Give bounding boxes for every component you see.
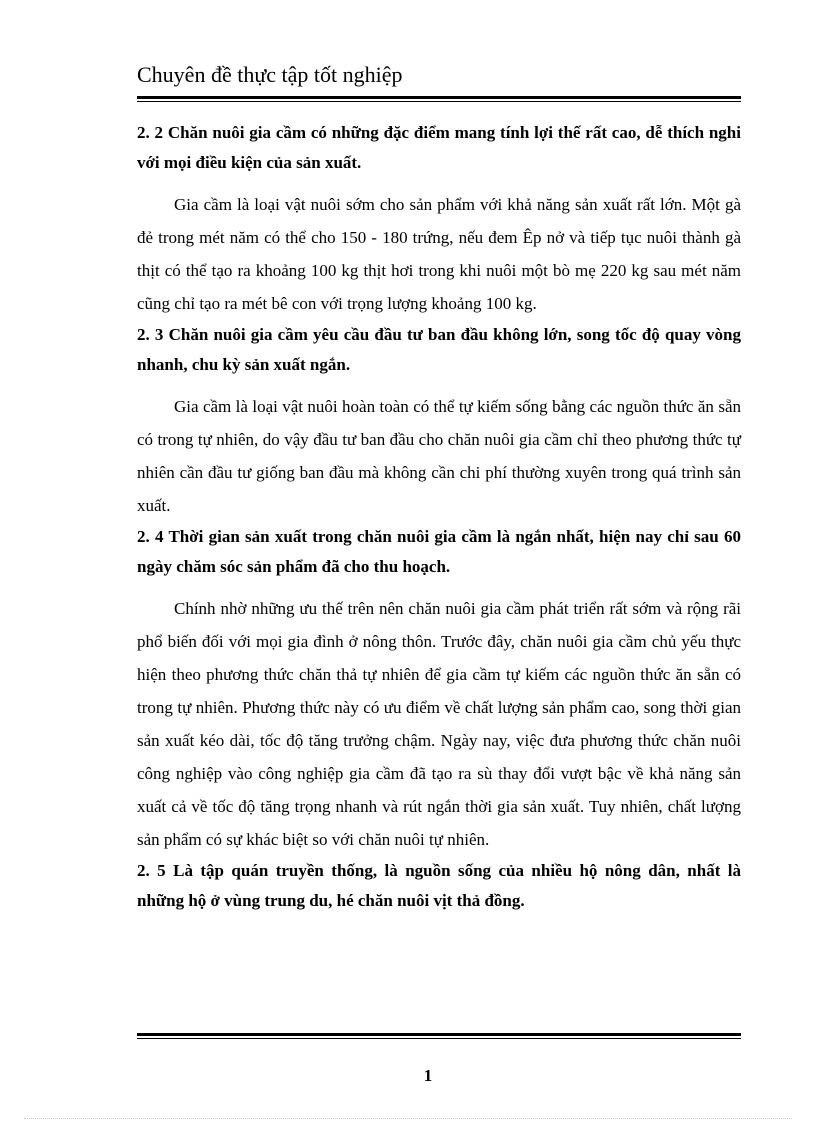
page-boundary <box>24 1118 792 1119</box>
page-number: 1 <box>423 1066 433 1085</box>
section-heading-2-5: 2. 5 Là tập quán truyền thống, là nguồn sống của nhiều hộ nông dân, nhất là những hộ ở vùng trung du, hé chăn nuôi vịt thả đồng. <box>137 861 741 910</box>
section-heading-2-4: 2. 4 Thời gian sản xuất trong chăn nuôi gia cầm là ngắn nhất, hiện nay chỉ sau 60 ngày chăm sóc sản phẩm đã cho thu hoạch. <box>137 527 741 576</box>
document-body <box>137 118 741 926</box>
section-heading-2-2: 2. 2 Chăn nuôi gia cầm có những đặc điểm mang tính lợi thế rất cao, dễ thích nghi với mọi điều kiện của sản xuất. <box>137 123 741 172</box>
footer-divider <box>137 1033 741 1039</box>
section-body-2-2: Gia cầm là loại vật nuôi sớm cho sản phẩm với khả năng sản xuất rất lớn. Một gà đẻ trong mét năm có thể cho 150 - 180 trứng, nếu đem Êp nở và tiếp tục nuôi thành gà thịt có thể tạo ra khoảng 100 kg thịt hơi trong khi nuôi một bò mẹ 220 kg sau mét năm cũng chỉ tạo ra mét bê con với trọng lượng khoảng 100 kg. <box>137 195 741 313</box>
section-heading-2-3: 2. 3 Chăn nuôi gia cầm yêu cầu đầu tư ban đầu không lớn, song tốc độ quay vòng nhanh, chu kỳ sản xuất ngắn. <box>137 325 741 374</box>
section-body-2-3: Gia cầm là loại vật nuôi hoàn toàn có thể tự kiếm sống bằng các nguồn thức ăn sẵn có trong tự nhiên, do vậy đầu tư ban đầu cho chăn nuôi gia cầm chỉ theo phương thức tự nhiên cần đầu tư giống ban đầu mà không cần chi phí thường xuyên trong quá trình sản xuất. <box>137 397 741 515</box>
section-body-2-4: Chính nhờ những ưu thế trên nên chăn nuôi gia cầm phát triển rất sớm và rộng rãi phổ biến đối với mọi gia đình ở nông thôn. Trước đây, chăn nuôi gia cầm chủ yếu thực hiện theo phương thức chăn thả tự nhiên để gia cầm tự kiếm các nguồn thức ăn sẵn có trong tự nhiên. Phương thức này có ưu điểm về chất lượng sản phẩm cao, song thời gian sản xuất kéo dài, tốc độ tăng trưởng chậm. Ngày nay, việc đưa phương thức chăn nuôi công nghiệp vào công nghiệp gia cầm đã tạo ra sù thay đổi vượt bậc về khả năng sản xuất cả về tốc độ tăng trọng nhanh và rút ngắn thời gia sản xuất. Tuy nhiên, chất lượng sản phẩm có sự khác biệt so với chăn nuôi tự nhiên. <box>137 599 741 849</box>
page-header-title: Chuyên đề thực tập tốt nghiệp <box>137 62 403 87</box>
header-divider <box>137 96 741 102</box>
